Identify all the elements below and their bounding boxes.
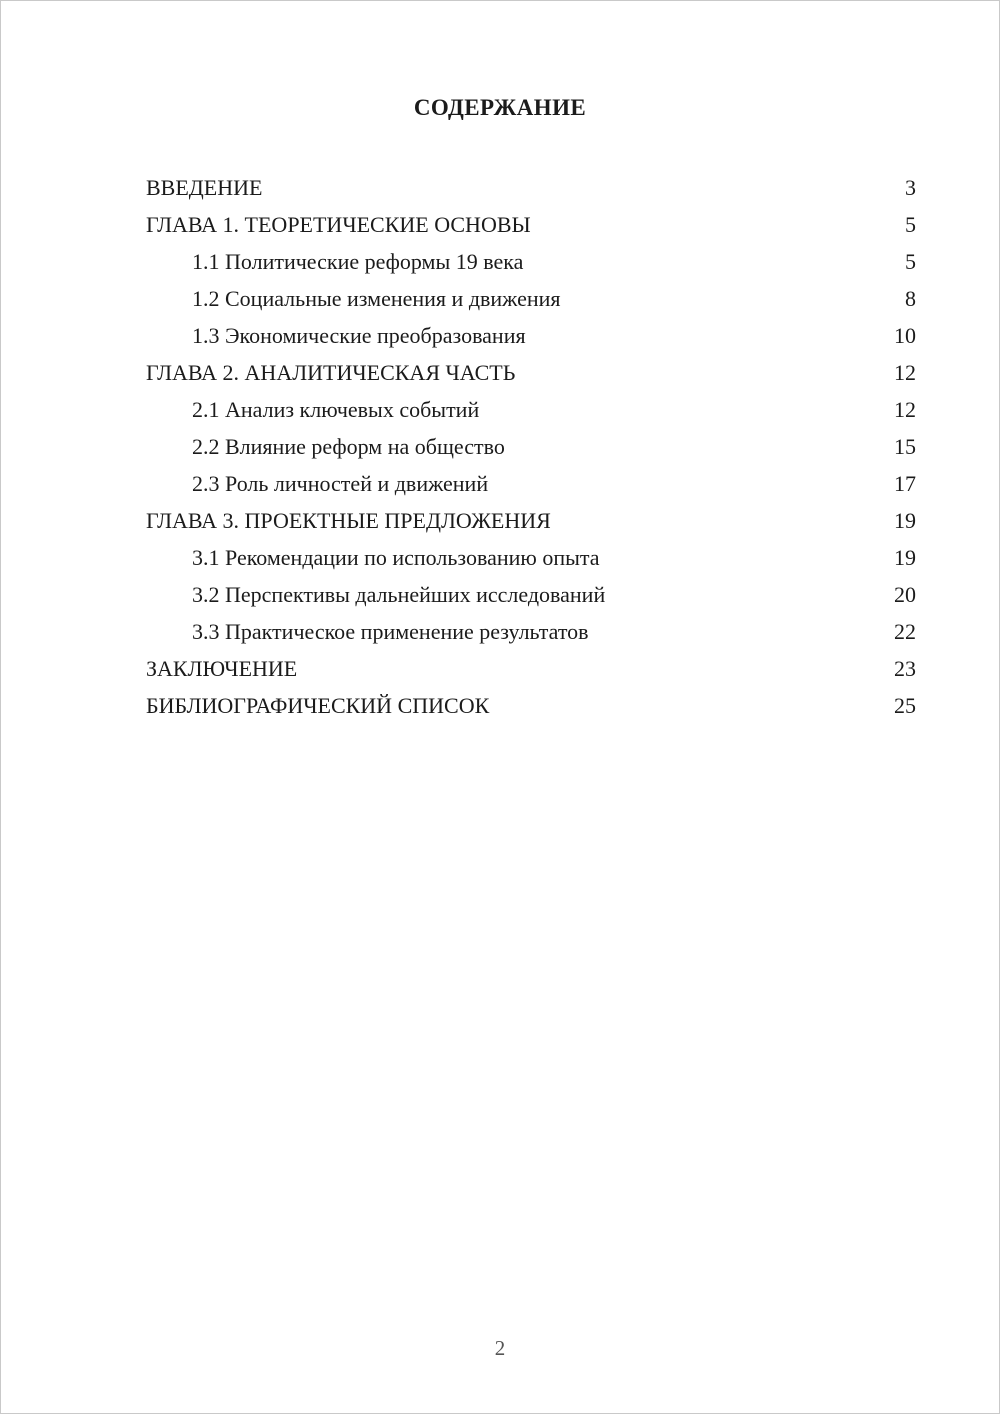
toc-entry	[146, 650, 916, 687]
toc-entry-label: БИБЛИОГРАФИЧЕСКИЙ СПИСОК	[146, 693, 490, 718]
toc-entry	[146, 576, 916, 613]
toc-entry-label: 2.2 Влияние реформ на общество	[192, 434, 505, 459]
toc-entry	[146, 613, 916, 650]
page-title: СОДЕРЖАНИЕ	[413, 95, 587, 120]
toc-entry-label: 3.2 Перспективы дальнейших исследований	[192, 582, 606, 607]
toc-entry-label: 1.1 Политические реформы 19 века	[192, 249, 524, 274]
footer-page-number: 2	[494, 1336, 506, 1360]
toc-entry-page: 19	[894, 545, 916, 570]
toc-entry-page: 5	[905, 212, 916, 237]
toc-entry-label: 2.3 Роль личностей и движений	[192, 471, 489, 496]
toc-entry-label: ВВЕДЕНИЕ	[146, 175, 263, 200]
toc-entry	[146, 317, 916, 354]
toc-entry-label: 3.1 Рекомендации по использованию опыта	[192, 545, 600, 570]
toc-entry-label: ГЛАВА 3. ПРОЕКТНЫЕ ПРЕДЛОЖЕНИЯ	[146, 508, 551, 533]
toc-entry-page: 17	[894, 471, 916, 496]
toc-entry-label: ЗАКЛЮЧЕНИЕ	[146, 656, 298, 681]
toc-entry-label: 3.3 Практическое применение результатов	[192, 619, 589, 644]
toc-entry-page: 15	[894, 434, 916, 459]
toc-entry	[146, 465, 916, 502]
toc-entry-page: 5	[905, 249, 916, 274]
toc-entry	[146, 206, 916, 243]
toc-entry-page: 8	[905, 286, 916, 311]
toc-entry	[146, 391, 916, 428]
toc-entry-label: 2.1 Анализ ключевых событий	[192, 397, 480, 422]
toc-entry	[146, 687, 916, 724]
toc-entry-label: ГЛАВА 1. ТЕОРЕТИЧЕСКИЕ ОСНОВЫ	[146, 212, 531, 237]
toc-entry	[146, 539, 916, 576]
toc-entry	[146, 280, 916, 317]
toc-entry-label: 1.2 Социальные изменения и движения	[192, 286, 561, 311]
toc-entry-label: 1.3 Экономические преобразования	[192, 323, 526, 348]
toc-entry-page: 10	[894, 323, 916, 348]
toc-entry	[146, 502, 916, 539]
toc-entry	[146, 169, 916, 206]
toc-entry-page: 12	[894, 397, 916, 422]
toc-entry	[146, 428, 916, 465]
toc-entry-page: 20	[894, 582, 916, 607]
toc-entry-page: 12	[894, 360, 916, 385]
toc-entry	[146, 243, 916, 280]
toc-entry-page: 25	[894, 693, 916, 718]
toc-entry-page: 23	[894, 656, 916, 681]
toc-list	[146, 169, 916, 724]
toc-entry-label: ГЛАВА 2. АНАЛИТИЧЕСКАЯ ЧАСТЬ	[146, 360, 516, 385]
toc-entry-page: 19	[894, 508, 916, 533]
toc-entry-page: 22	[894, 619, 916, 644]
toc-entry	[146, 354, 916, 391]
toc-entry-page: 3	[905, 175, 916, 200]
